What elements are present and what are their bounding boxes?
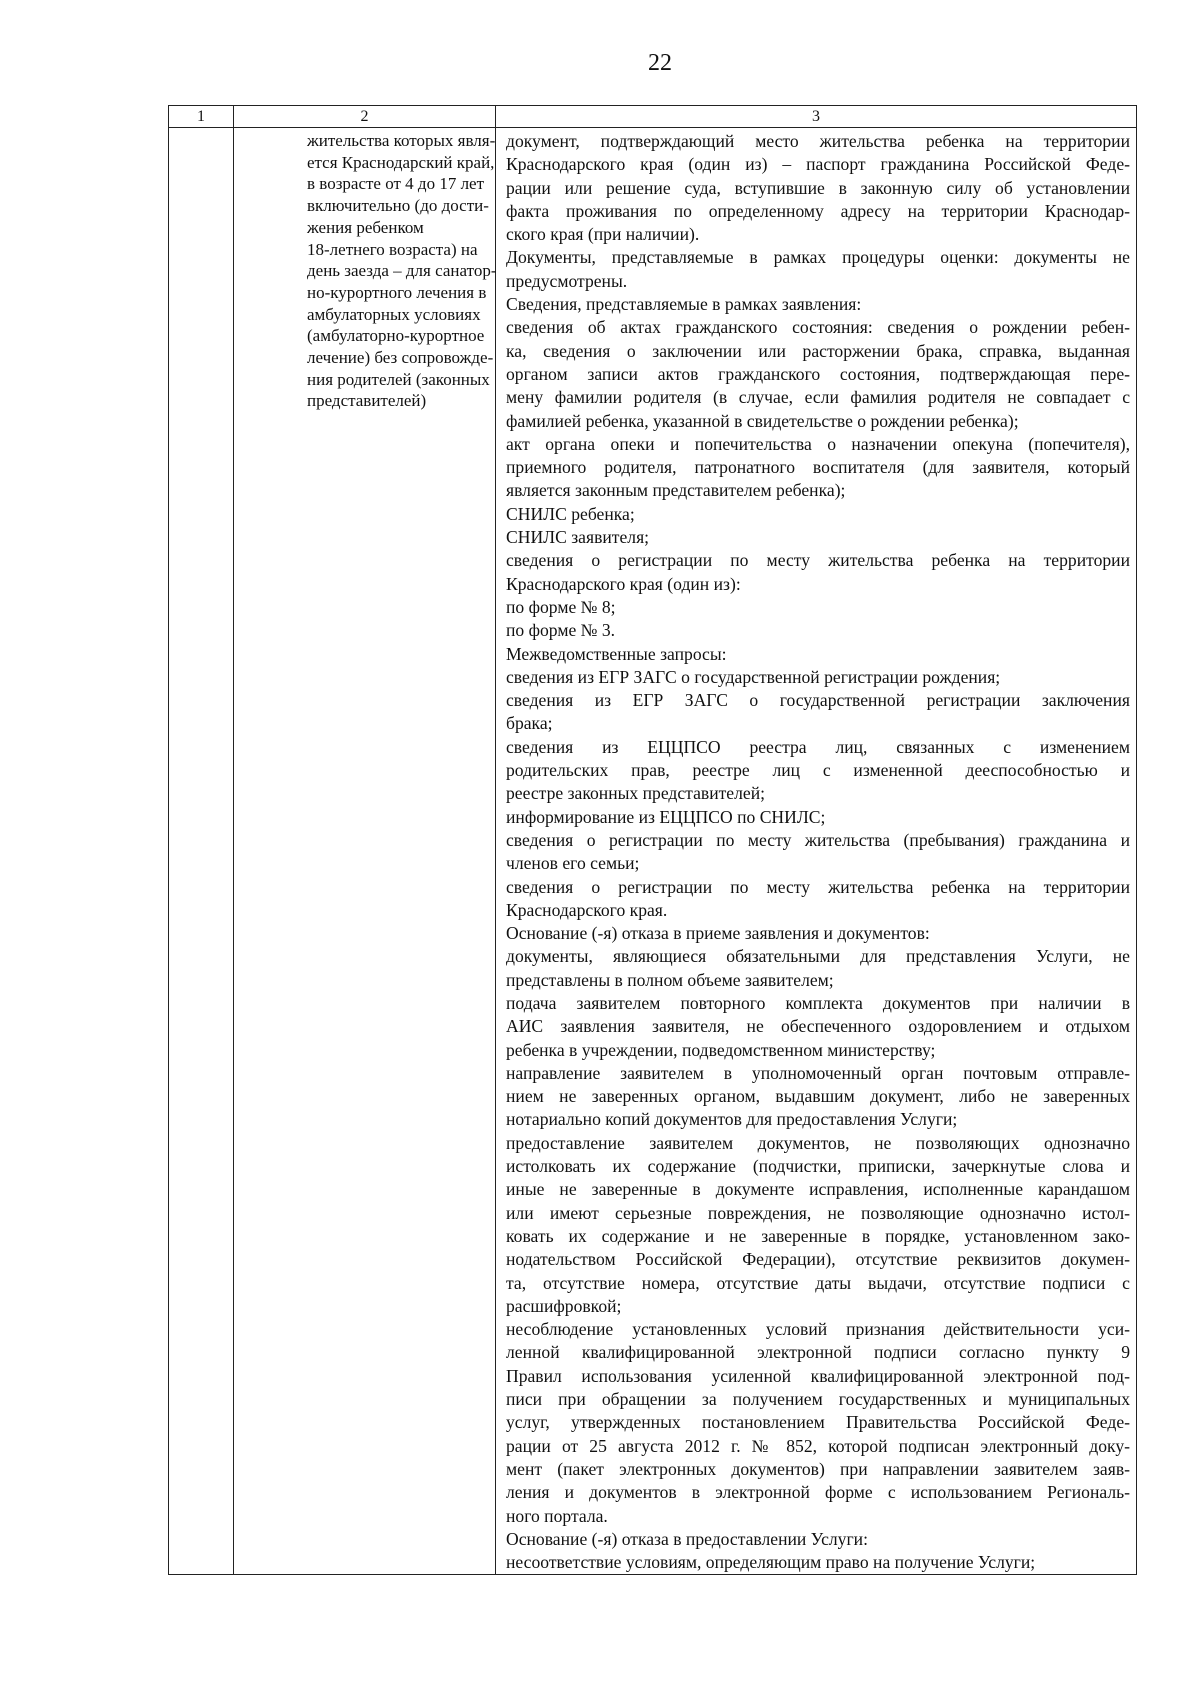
text-line: Правил использования усиленной квалифицированной электронной под- [506, 1365, 1130, 1386]
page-number: 22 [648, 50, 672, 76]
text-line: день заезда – для санатор- [307, 261, 497, 281]
text-line: по форме № 8; [506, 596, 616, 617]
text-line: рации от 25 августа 2012 г. № 852, которой подписан электронный доку- [506, 1435, 1130, 1456]
text-line: мену фамилии родителя (в случае, если фамилия родителя не совпадает с [506, 387, 1130, 408]
text-line: акт органа опеки и попечительства о назначении опекуна (попечителя), [506, 433, 1130, 454]
text-line: документ, подтверждающий место жительства ребенка на территории [506, 131, 1130, 151]
applicant-category-text [234, 128, 495, 412]
text-line: членов его семьи; [506, 853, 640, 874]
text-line: писи при обращении за получением государственных и муниципальных [506, 1389, 1130, 1410]
text-line: услуг, утвержденных постановлением Правительства Российской Феде- [506, 1412, 1130, 1433]
text-line: рации или решение суда, вступившие в законную силу об установлении [506, 177, 1130, 198]
text-line: лечение) без сопровожде- [307, 348, 494, 368]
text-line: СНИЛС заявителя; [506, 527, 650, 548]
text-line: ния родителей (законных [307, 369, 490, 389]
text-line: Сведения, представляемые в рамках заявления: [506, 294, 862, 315]
text-line: ленной квалифицированной электронной подписи согласно пункту 9 [506, 1342, 1130, 1363]
text-line: Краснодарского края (один из) – паспорт гражданина Российской Феде- [506, 154, 1130, 175]
text-line: Документы, представляемые в рамках процедуры оценки: документы не [506, 247, 1130, 268]
text-line: ется Краснодарский край, [307, 152, 495, 172]
text-line: ребенка в учреждении, подведомственном министерству; [506, 1039, 936, 1060]
text-line: та, отсутствие номера, отсутствие даты выдачи, отсутствие подписи с [506, 1272, 1130, 1293]
text-line: ковать их содержание и не заверенные в порядке, установленном зако- [506, 1225, 1130, 1246]
text-line: несоответствие условиям, определяющим право на получение Услуги; [506, 1552, 1036, 1573]
text-line: жения ребенком [307, 217, 424, 237]
text-line: 18-летнего возраста) на [307, 239, 478, 259]
text-line: нием не заверенных органом, выдавшим документ, либо не заверенных [506, 1086, 1130, 1107]
documents-text [496, 128, 1136, 1574]
text-line: Межведомственные запросы: [506, 643, 727, 664]
text-line: предоставление заявителем документов, не позволяющих однозначно [506, 1132, 1130, 1153]
text-line: сведения из ЕГР ЗАГС о государственной регистрации заключения [506, 690, 1130, 711]
text-line: ского края (при наличии). [506, 224, 700, 245]
column-header-3: 3 [496, 106, 1137, 128]
text-line: расшифровкой; [506, 1295, 622, 1316]
cell-column-3 [496, 128, 1137, 1575]
text-line: реестре законных представителей; [506, 783, 766, 804]
text-line: является законным представителем ребенка); [506, 480, 846, 501]
text-line: сведения о регистрации по месту жительства (пребывания) гражданина и [506, 829, 1130, 850]
text-line: представлены в полном объеме заявителем; [506, 969, 834, 990]
text-line: но-курортного лечения в [307, 282, 487, 302]
text-line: предусмотрены. [506, 270, 628, 291]
text-line: или имеют серьезные повреждения, не позволяющие однозначно истол- [506, 1202, 1130, 1223]
text-line: ного портала. [506, 1505, 608, 1526]
text-line: информирование из ЕЦЦПСО по СНИЛС; [506, 806, 826, 827]
text-line: нотариально копий документов для предоставления Услуги; [506, 1109, 958, 1130]
text-line: включительно (до дости- [307, 196, 489, 216]
text-line: нодательством Российской Федерации), отсутствие реквизитов докумен- [506, 1249, 1130, 1270]
text-line: органом записи актов гражданского состояния, подтверждающая пере- [506, 363, 1130, 384]
text-line: сведения из ЕЦЦПСО реестра лиц, связанных с изменением [506, 736, 1130, 757]
text-line: представителей) [307, 391, 427, 411]
text-line: ления и документов в электронной форме с использованием Региональ- [506, 1482, 1130, 1503]
text-line: истолковать их содержание (подчистки, приписки, зачеркнутые слова и [506, 1156, 1130, 1177]
text-line: мент (пакет электронных документов) при направлении заявителем заяв- [506, 1458, 1130, 1479]
text-line: Краснодарского края (один из): [506, 573, 741, 594]
text-line: фамилией ребенка, указанной в свидетельстве о рождении ребенка); [506, 410, 1019, 431]
table-row [169, 128, 1137, 1575]
column-header-2: 2 [234, 106, 496, 128]
table-header-row [169, 106, 1137, 128]
text-line: Основание (-я) отказа в приеме заявления и документов: [506, 923, 930, 944]
text-line: документы, являющиеся обязательными для представления Услуги, не [506, 946, 1130, 967]
text-line: сведения о регистрации по месту жительства ребенка на территории [506, 876, 1130, 897]
text-line: родительских прав, реестре лиц с измененной дееспособностью и [506, 760, 1130, 781]
text-line: сведения из ЕГР ЗАГС о государственной регистрации рождения; [506, 666, 1001, 687]
text-line: Основание (-я) отказа в предоставлении Услуги: [506, 1528, 868, 1549]
text-line: приемного родителя, патронатного воспитателя (для заявителя, который [506, 457, 1130, 478]
text-line: ка, сведения о заключении или расторжении брака, справка, выданная [506, 340, 1130, 361]
column-header-1: 1 [169, 106, 234, 128]
text-line: факта проживания по определенному адресу на территории Краснодар- [506, 200, 1130, 221]
text-line: в возрасте от 4 до 17 лет [307, 174, 485, 194]
text-line: АИС заявления заявителя, не обеспеченного оздоровлением и отдыхом [506, 1016, 1130, 1037]
text-line: подача заявителем повторного комплекта документов при наличии в [506, 992, 1130, 1013]
text-line: амбулаторных условиях [307, 304, 481, 324]
text-line: сведения об актах гражданского состояния: сведения о рождении ребен- [506, 317, 1130, 338]
text-line: направление заявителем в уполномоченный орган почтовым отправле- [506, 1062, 1130, 1083]
text-line: сведения о регистрации по месту жительства ребенка на территории [506, 550, 1130, 571]
text-line: несоблюдение установленных условий признания действительности уси- [506, 1319, 1130, 1340]
text-line: СНИЛС ребенка; [506, 503, 635, 524]
requirements-table [168, 105, 1137, 1575]
cell-column-2 [234, 128, 496, 1575]
text-line: брака; [506, 713, 553, 734]
text-line: по форме № 3. [506, 620, 616, 641]
text-line: жительства которых явля- [307, 131, 496, 150]
text-line: (амбулаторно-курортное [307, 326, 485, 346]
cell-column-1 [169, 128, 234, 1575]
text-line: иные не заверенные в документе исправления, исполненные карандашом [506, 1179, 1130, 1200]
text-line: Краснодарского края. [506, 899, 668, 920]
